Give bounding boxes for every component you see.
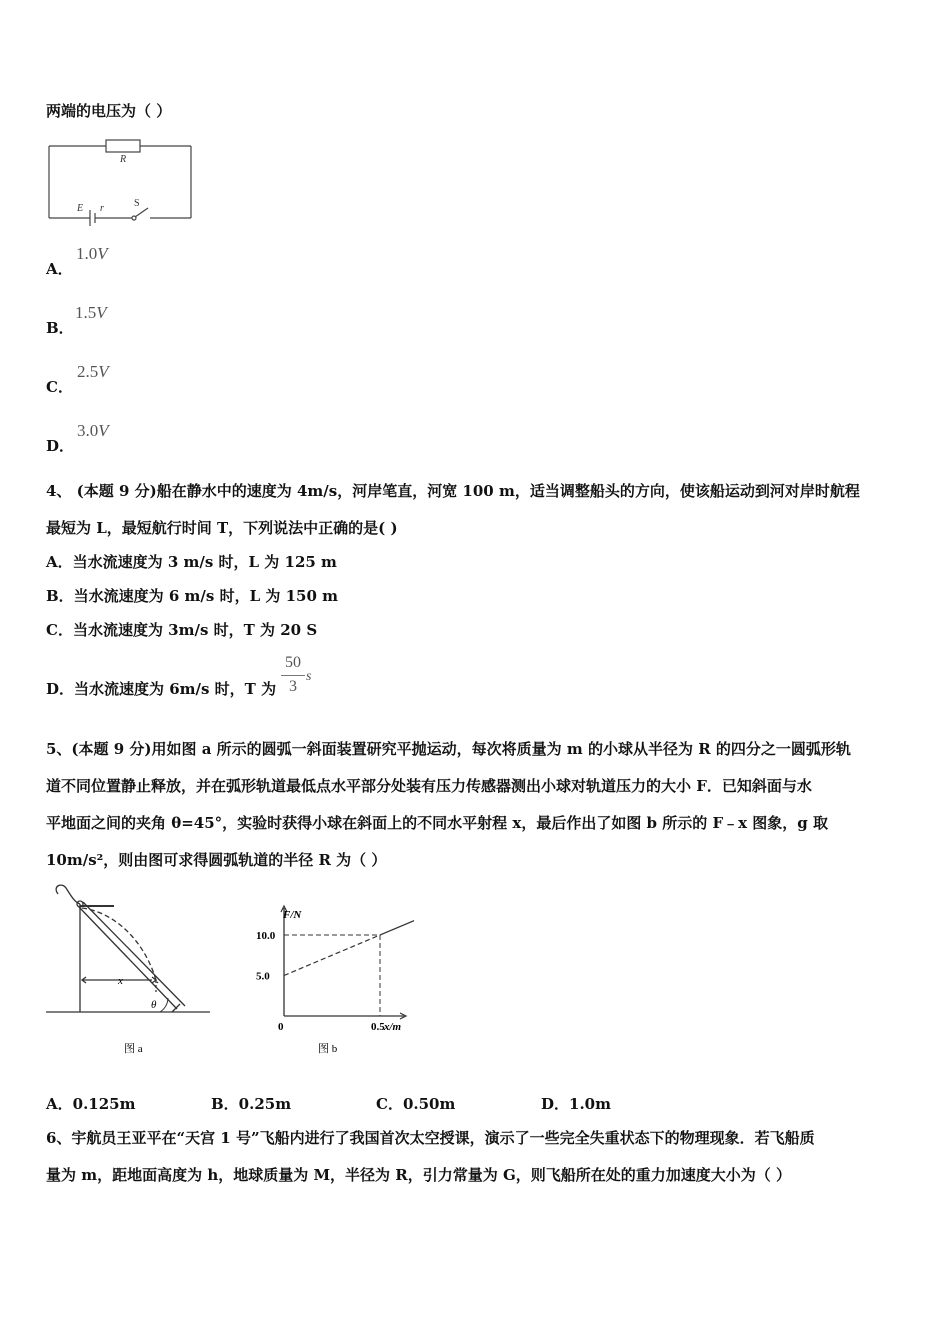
figure-b-chart — [244, 898, 414, 1060]
q4-option-b[interactable]: B．当水流速度为 6 m/s 时，L 为 150 m — [46, 587, 338, 605]
series-line-solid — [380, 915, 414, 935]
q5-option-c[interactable]: C．0.50m — [376, 1095, 456, 1113]
q5-stem-line4: 10m/s²，则由图可求得圆弧轨道的半径 R 为（ ） — [46, 851, 387, 869]
q5-option-a[interactable]: A．0.125m — [46, 1095, 136, 1113]
q4-stem-line1: 4、 (本题 9 分)船在静水中的速度为 4m/s，河岸笔直，河宽 100 m，适当调整船头的方向，使该船运动到河对岸时航程 — [46, 482, 860, 500]
label-r-resistor: R — [120, 154, 127, 165]
q3-tail-text: 两端的电压为（ ） — [46, 102, 172, 120]
fraction-unit: s — [306, 669, 312, 684]
q5-option-d[interactable]: D．1.0m — [541, 1095, 611, 1113]
fraction-bar — [281, 675, 305, 676]
series-line-dashed — [284, 935, 380, 976]
q4-option-c[interactable]: C．当水流速度为 3m/s 时，T 为 20 S — [46, 621, 318, 639]
option-letter: C． — [46, 378, 73, 396]
y-axis-label: F/N — [283, 909, 302, 921]
q4-option-a[interactable]: A．当水流速度为 3 m/s 时，L 为 125 m — [46, 553, 337, 571]
q5-stem-line1: 5、(本题 9 分)用如图 a 所示的圆弧一斜面装置研究平抛运动，每次将质量为 m 的小球从半径为 R 的四分之一圆弧形轨 — [46, 740, 851, 758]
trajectory — [82, 908, 156, 980]
resistor-r — [106, 140, 140, 152]
q6-stem-line2: 量为 m，距地面高度为 h，地球质量为 M，半径为 R，引力常量为 G，则飞船所在处的重力加速度大小为（ ） — [46, 1166, 791, 1184]
label-r-internal: r — [100, 203, 104, 214]
q6-stem-line1: 6、宇航员王亚平在“天宫 1 号”飞船内进行了我国首次太空授课，演示了一些完全失重状态下的物理现象．若飞船质 — [46, 1129, 815, 1147]
circuit-diagram — [44, 138, 196, 228]
incline-line-2 — [79, 907, 177, 1009]
option-letter: D． — [46, 437, 75, 455]
y-tick-label: 10.0 — [256, 930, 276, 942]
option-letter: A． — [46, 260, 73, 278]
option-value: 3.0V — [77, 421, 109, 440]
switch-s — [135, 208, 148, 217]
q5-option-b[interactable]: B．0.25m — [211, 1095, 292, 1113]
y-tick-label: 5.0 — [256, 970, 270, 983]
option-letter: B． — [46, 319, 74, 337]
option-value: 1.5V — [75, 303, 107, 322]
x-axis-label: x/m — [384, 1021, 402, 1033]
fraction-denominator: 3 — [289, 678, 297, 695]
q5-stem-line2: 道不同位置静止释放，并在弧形轨道最低点水平部分处装有压力传感器测出小球对轨道压力的大小 F．已知斜面与水 — [46, 777, 812, 795]
figure-a — [44, 880, 212, 1060]
origin-label: 0 — [278, 1021, 284, 1033]
label-x: x — [118, 975, 123, 987]
arc-track — [56, 885, 80, 904]
incline-line-1 — [83, 902, 185, 1006]
q4-stem-line2: 最短为 L，最短航行时间 T，下列说法中正确的是( ) — [46, 519, 398, 537]
caption-figure-b: 图 b — [318, 1043, 338, 1055]
fraction-numerator: 50 — [285, 654, 301, 671]
option-value: 2.5V — [77, 362, 109, 381]
caption-figure-a: 图 a — [124, 1043, 143, 1055]
label-theta: θ — [151, 999, 157, 1011]
label-s: S — [134, 198, 140, 209]
option-value: 1.0V — [76, 244, 108, 263]
q4-option-d[interactable]: D．当水流速度为 6m/s 时，T 为 — [46, 680, 277, 698]
x-tick-label: 0.5 — [371, 1021, 385, 1033]
q5-stem-line3: 平地面之间的夹角 θ=45°，实验时获得小球在斜面上的不同水平射程 x，最后作出了如图 b 所示的 F﹣x 图象，g 取 — [46, 814, 829, 832]
fraction — [281, 654, 305, 696]
label-e: E — [77, 203, 84, 214]
